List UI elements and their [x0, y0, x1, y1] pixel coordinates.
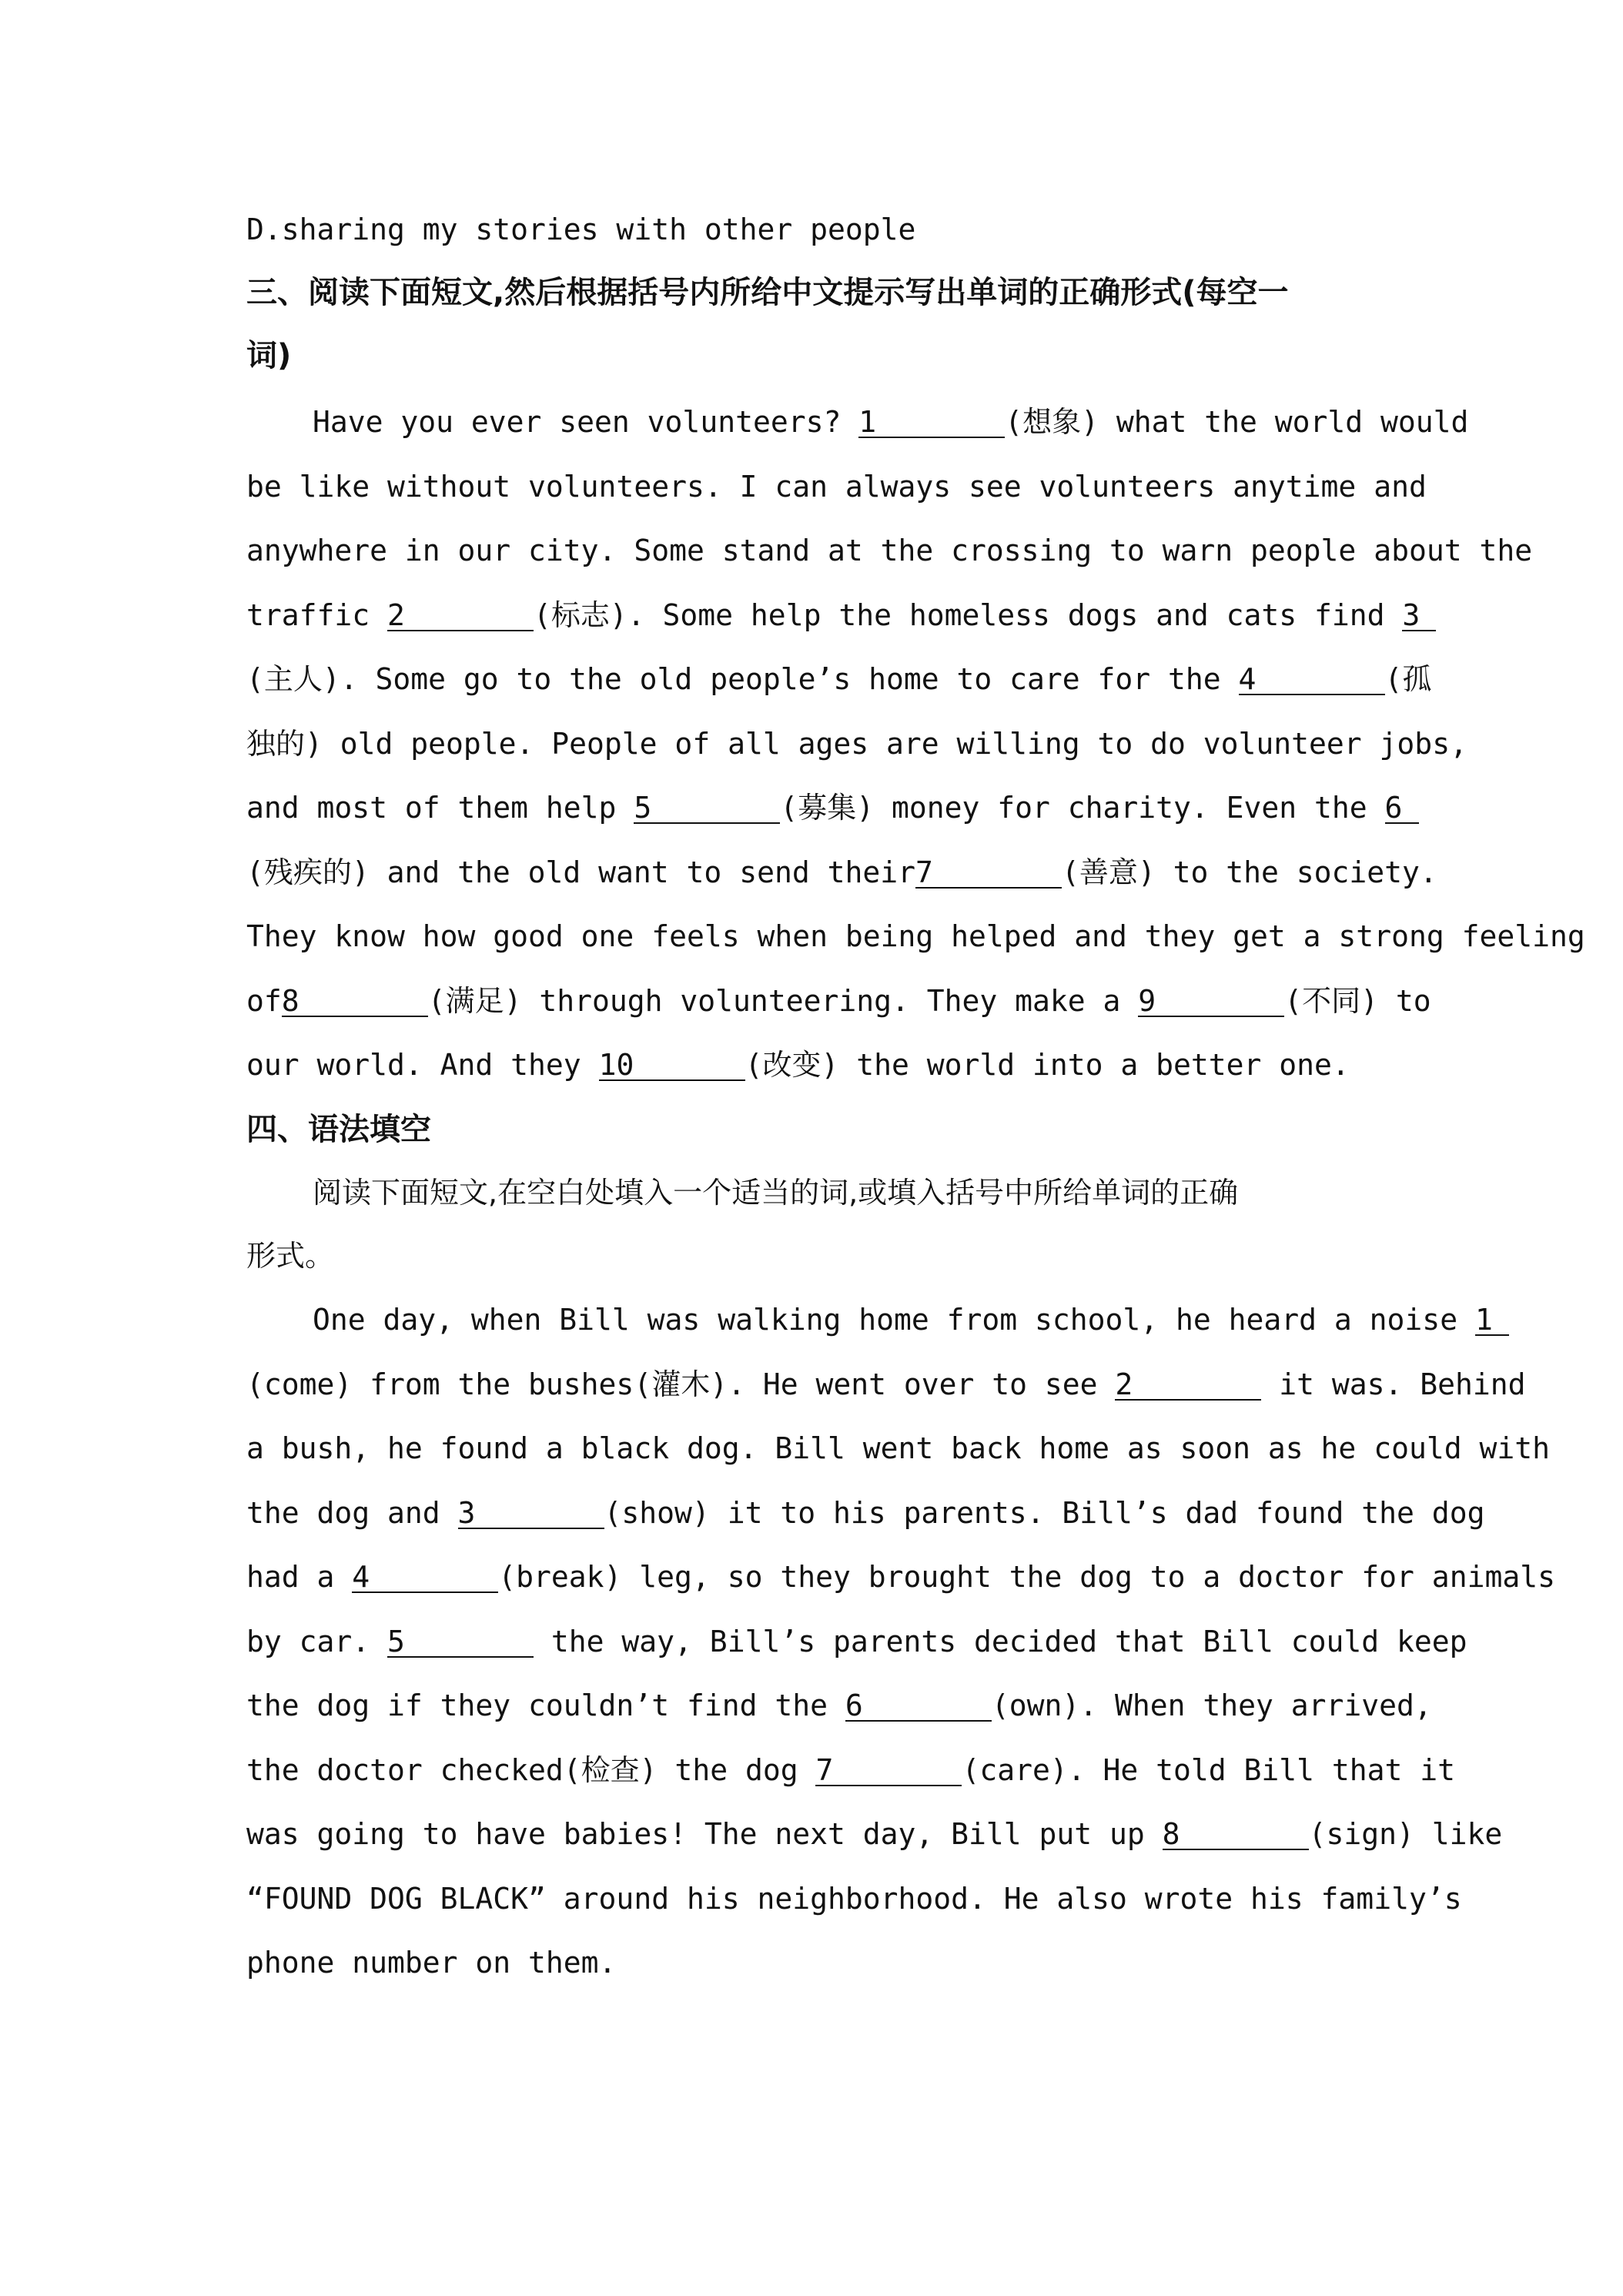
passage-text: (孤 [1384, 662, 1432, 696]
answer-blank-1[interactable]: 1 [1475, 1305, 1509, 1336]
passage-text: One day, when Bill was walking home from school, he heard a noise [313, 1303, 1475, 1337]
section4-heading: 四、语法填空 [246, 1112, 431, 1147]
answer-blank-3[interactable]: 3 [458, 1498, 604, 1529]
passage-text: 独的) old people. People of all ages are willing to do volunteer jobs, [246, 726, 1467, 761]
passage-text: (标志). Some help the homeless dogs and cats find [534, 597, 1403, 632]
passage-text: (满足) through volunteering. They make a [427, 983, 1139, 1018]
passage-text: the dog if they couldn’t find the [246, 1689, 845, 1722]
passage-line [246, 1880, 1462, 1917]
answer-blank-1[interactable]: 1 [858, 407, 1005, 438]
passage-line [246, 1623, 1467, 1660]
section3-heading-line1: 三、阅读下面短文,然后根据括号内所给中文提示写出单词的正确形式(每空一 [246, 275, 1289, 310]
answer-blank-3[interactable]: 3 [1402, 601, 1436, 631]
passage-line [246, 468, 1427, 505]
answer-blank-9[interactable]: 9 [1138, 986, 1284, 1017]
passage-text: the doctor checked(检查) the dog [246, 1752, 816, 1787]
passage-line [246, 1816, 1503, 1853]
passage-line [246, 1494, 1485, 1531]
passage-text: the way, Bill’s parents decided that Bill could keep [534, 1624, 1467, 1658]
passage-line [246, 597, 1421, 634]
passage-text: (改变) the world into a better one. [745, 1048, 1350, 1082]
passage-text: phone number on them. [246, 1946, 617, 1980]
passage-line [246, 1944, 1386, 1981]
passage-line [246, 789, 1403, 826]
passage-text: of [246, 983, 282, 1018]
passage-line [246, 1366, 1526, 1403]
passage-text: anywhere in our city. Some stand at the crossing to warn people about the [246, 534, 1533, 567]
passage-text: (募集) money for charity. Even the [780, 791, 1385, 825]
passage-text: a bush, he found a black dog. Bill went back home as soon as he could with [246, 1431, 1550, 1465]
answer-blank-5[interactable]: 5 [634, 793, 780, 824]
passage-line [246, 982, 1431, 1019]
passage-line [246, 661, 1432, 698]
section3-heading-line2: 词) [246, 338, 292, 373]
passage-text: (come) from the bushes(灌木). He went over to see [246, 1367, 1116, 1401]
passage-line [246, 854, 1437, 891]
passage-line [246, 1687, 1432, 1724]
passage-text: (善意) to the society. [1061, 855, 1437, 889]
answer-blank-7[interactable]: 7 [815, 1755, 962, 1786]
passage-text: (show) it to his parents. Bill’s dad found the dog [604, 1495, 1485, 1530]
passage-text: and most of them help [246, 791, 634, 825]
passage-text: (care). He told Bill that it [962, 1752, 1456, 1787]
passage-text: it was. Behind [1261, 1367, 1526, 1401]
passage-text: our world. And they [246, 1048, 599, 1082]
passage-line [246, 1301, 1493, 1338]
answer-blank-4[interactable]: 4 [352, 1562, 498, 1593]
passage-text: by car. [246, 1624, 388, 1658]
section4-instruction-line1: 阅读下面短文,在空白处填入一个适当的词,或填入括号中所给单词的正确 [313, 1176, 1239, 1210]
answer-blank-4[interactable]: 4 [1239, 664, 1385, 695]
answer-blank-2[interactable]: 2 [387, 601, 534, 631]
answer-blank-5[interactable]: 5 [387, 1627, 534, 1658]
passage-line [246, 1752, 1456, 1789]
answer-blank-6[interactable]: 6 [845, 1691, 992, 1722]
passage-line [246, 1558, 1555, 1595]
passage-text: the dog and [246, 1495, 458, 1530]
section4-instruction-line2: 形式。 [246, 1239, 335, 1273]
passage-text: traffic [246, 597, 388, 632]
answer-blank-6[interactable]: 6 [1385, 793, 1419, 824]
passage-text: be like without volunteers. I can always see volunteers anytime and [246, 469, 1427, 504]
passage-line [246, 725, 1467, 762]
passage-text: (break) leg, so they brought the dog to a doctor for animals [498, 1560, 1555, 1594]
passage-line [246, 918, 1585, 955]
answer-blank-10[interactable]: 10 [599, 1050, 745, 1081]
passage-text: (残疾的) and the old want to send their [246, 855, 915, 889]
answer-blank-2[interactable]: 2 [1115, 1370, 1261, 1401]
passage-line [246, 1046, 1386, 1083]
passage-text: “FOUND DOG BLACK” around his neighborhood. He also wrote his family’s [246, 1881, 1462, 1916]
answer-blank-8[interactable]: 8 [282, 986, 428, 1017]
passage-line [246, 532, 1533, 569]
option-d: D.sharing my stories with other people [246, 213, 916, 246]
passage-text: had a [246, 1560, 353, 1594]
passage-text: They know how good one feels when being helped and they get a strong feeling [246, 919, 1585, 953]
passage-text: (主人). Some go to the old people’s home to care for the [246, 662, 1239, 696]
answer-blank-7[interactable]: 7 [915, 858, 1062, 889]
passage-line [246, 1430, 1550, 1467]
passage-text: was going to have babies! The next day, Bill put up [246, 1817, 1163, 1851]
passage-text: (own). When they arrived, [991, 1689, 1432, 1722]
passage-line [246, 403, 1469, 440]
passage-text: (想象) what the world would [1005, 405, 1469, 439]
passage-text: (不同) to [1284, 983, 1431, 1018]
passage-text: Have you ever seen volunteers? [313, 405, 859, 439]
passage-text: (sign) like [1308, 1817, 1503, 1851]
answer-blank-8[interactable]: 8 [1163, 1819, 1309, 1850]
